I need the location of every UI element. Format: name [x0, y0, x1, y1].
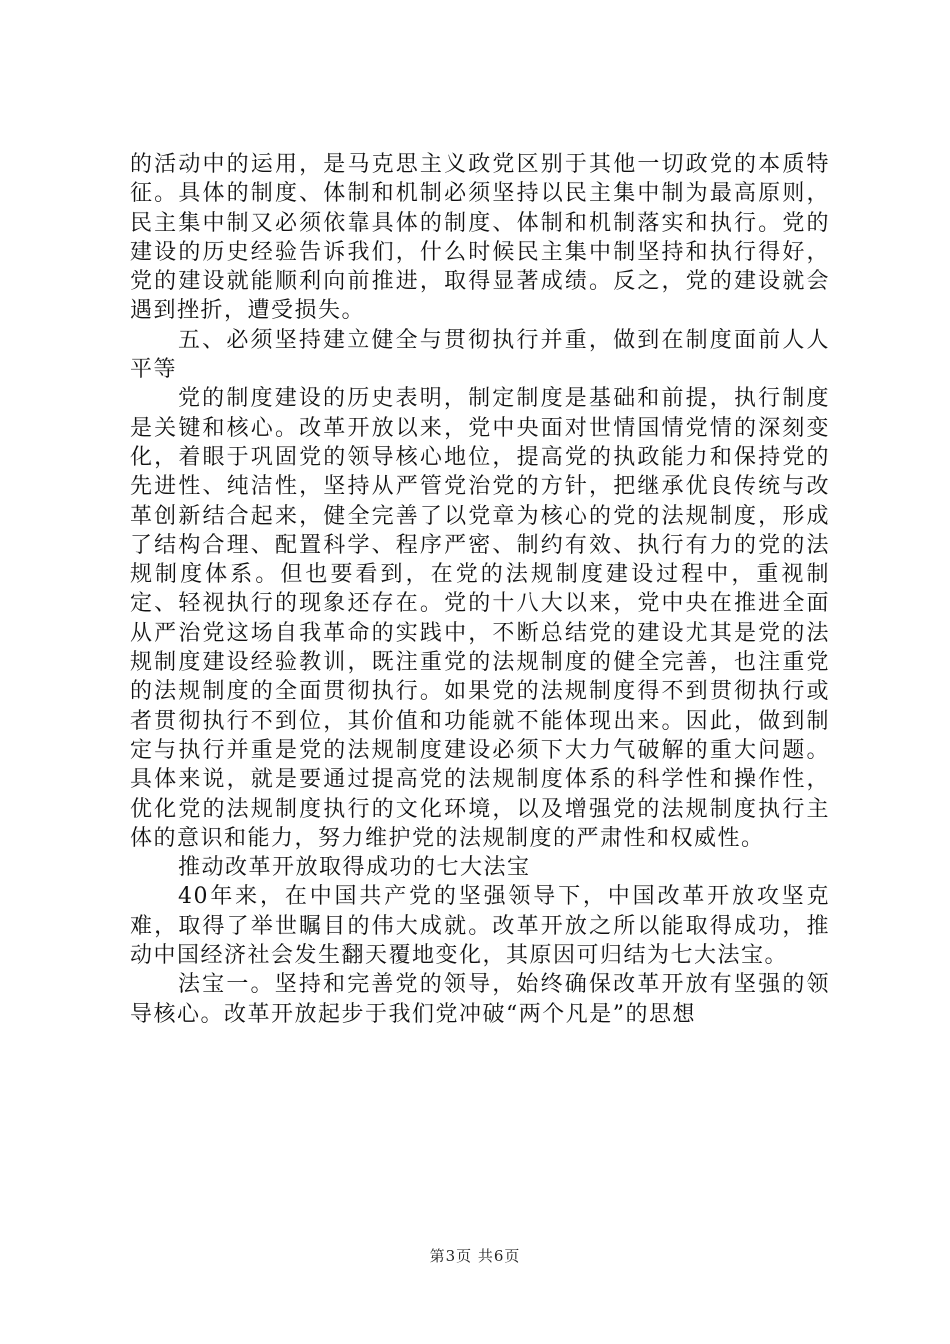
body-paragraph-institution-building: 党的制度建设的历史表明，制定制度是基础和前提，执行制度是关键和核心。改革开放以来，党中央面对世情国情党情的深刻变化，着眼于巩固党的领导核心地位，提高党的执政能力和保持党的先进性、纯洁性，坚持从严管党治党的方针，把继承优良传统与改革创新结合起来，健全完善了以党章为核心的党的法规制度，形成了结构合理、配置科学、程序严密、制约有效、执行有力的党的法规制度体系。但也要看到，在党的法规制度建设过程中，重视制定、轻视执行的现象还存在。党的十八大以来，党中央在推进全面从严治党这场自我革命的实践中，不断总结党的建设尤其是党的法规制度建设经验教训，既注重党的法规制度的健全完善，也注重党的法规制度的全面贯彻执行。如果党的法规制度得不到贯彻执行或者贯彻执行不到位，其价值和功能就不能体现出来。因此，做到制定与执行并重是党的法规制度建设必须下大力气破解的重大问题。具体来说，就是要通过提高党的法规制度体系的科学性和操作性，优化党的法规制度执行的文化环境，以及增强党的法规制度执行主体的意识和能力，努力维护党的法规制度的严肃性和权威性。: [130, 386, 830, 851]
section-heading-five: 五、必须坚持建立健全与贯彻执行并重，做到在制度面前人人平等: [130, 327, 830, 383]
page-number-footer: 第3页 共6页: [429, 1247, 521, 1265]
body-paragraph-continuation: 的活动中的运用，是马克思主义政党区别于其他一切政党的本质特征。具体的制度、体制和机制必须坚持以民主集中制为最高原则，民主集中制又必须依靠具体的制度、体制和机制落实和执行。党的建设的历史经验告诉我们，什么时候民主集中制坚持和执行得好，党的建设就能顺利向前推进，取得显著成绩。反之，党的建设就会遇到挫折，遭受损失。: [130, 152, 830, 324]
document-body: [130, 150, 830, 1029]
article-title: 推动改革开放取得成功的七大法宝: [178, 855, 531, 881]
body-paragraph-intro: 40年来，在中国共产党的坚强领导下，中国改革开放攻坚克难，取得了举世瞩目的伟大成就。改革开放之所以能取得成功，推动中国经济社会发生翻天覆地变化，其原因可归结为七大法宝。: [130, 884, 830, 969]
body-paragraph-treasure-one: 法宝一。坚持和完善党的领导，始终确保改革开放有坚强的领导核心。改革开放起步于我们党冲破“两个凡是”的思想: [130, 972, 830, 1027]
